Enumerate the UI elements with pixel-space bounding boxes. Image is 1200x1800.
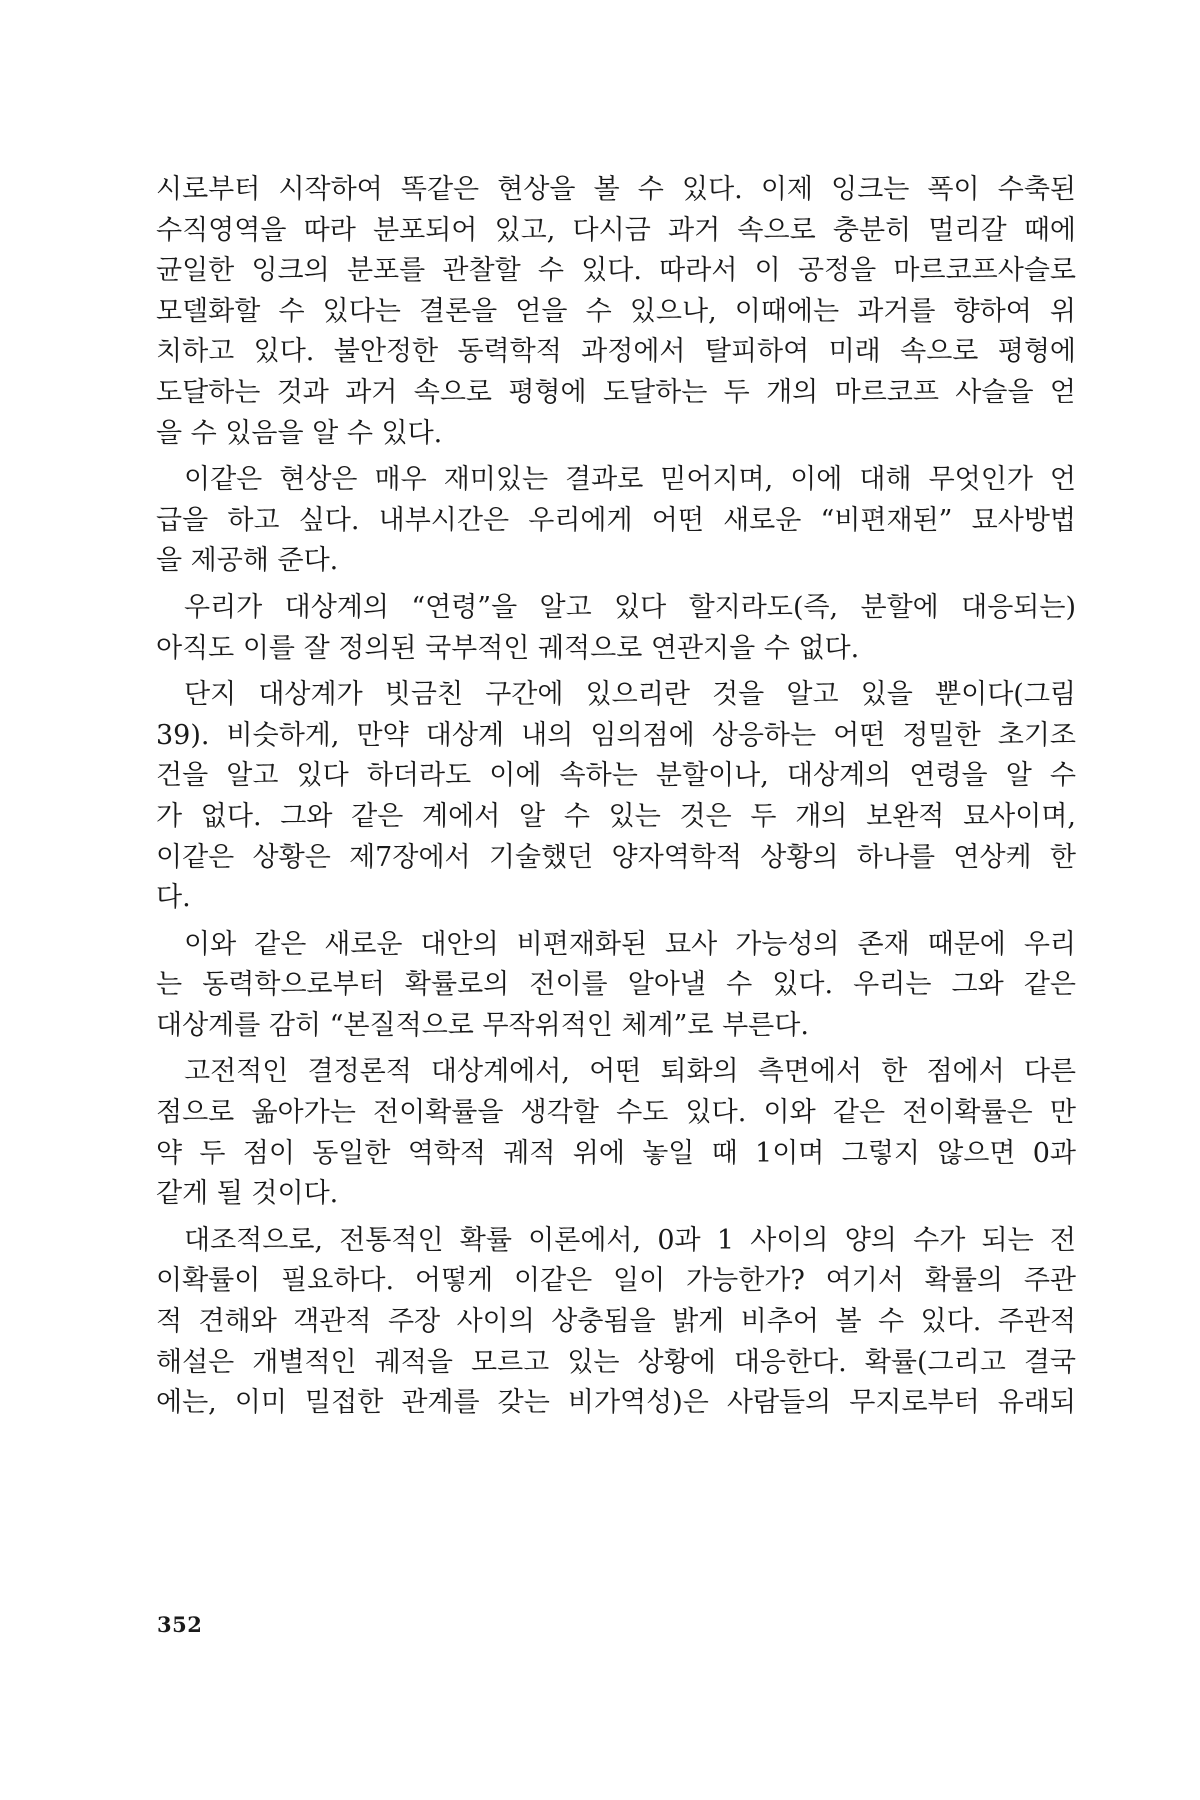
text-line: 는 동력학으로부터 확률로의 전이를 알아낼 수 있다. 우리는 그와 같은 — [156, 969, 1076, 1001]
text-line: 39). 비슷하게, 만약 대상계 내의 임의점에 상응하는 어떤 정밀한 초기조 — [156, 719, 1076, 751]
paragraph — [156, 925, 1076, 1047]
text-line: 점으로 옮아가는 전이확률을 생각할 수도 있다. 이와 같은 전이확률은 만 — [156, 1097, 1076, 1129]
text-line: 이확률이 필요하다. 어떻게 이같은 일이 가능한가? 여기서 확률의 주관 — [156, 1265, 1076, 1297]
paragraph — [156, 1221, 1076, 1424]
text-line: 도달하는 것과 과거 속으로 평형에 도달하는 두 개의 마르코프 사슬을 얻 — [156, 376, 1076, 408]
paragraph — [156, 675, 1076, 919]
paragraph — [156, 170, 1076, 454]
text-line: 시로부터 시작하여 똑같은 현상을 볼 수 있다. 이제 잉크는 폭이 수축된 — [156, 174, 1076, 205]
text-line: 급을 하고 싶다. 내부시간은 우리에게 어떤 새로운 “비편재된” 묘사방법 — [156, 504, 1076, 536]
paragraph — [156, 1052, 1076, 1214]
text-line: 단지 대상계가 빗금친 구간에 있으리란 것을 알고 있을 뿐이다(그림 — [184, 679, 1076, 711]
text-line: 가 없다. 그와 같은 계에서 알 수 있는 것은 두 개의 보완적 묘사이며, — [156, 800, 1076, 832]
text-line: 대조적으로, 전통적인 확률 이론에서, 0과 1 사이의 양의 수가 되는 전 — [184, 1224, 1076, 1256]
text-line: 이와 같은 새로운 대안의 비편재화된 묘사 가능성의 존재 때문에 우리 — [184, 928, 1076, 960]
text-line: 대상계를 감히 “본질적으로 무작위적인 체계”로 부른다. — [156, 1009, 809, 1041]
text-line: 약 두 점이 동일한 역학적 궤적 위에 놓일 때 1이며 그렇지 않으면 0과 — [156, 1137, 1076, 1169]
text-line: 건을 알고 있다 하더라도 이에 속하는 분할이나, 대상계의 연령을 알 수 — [156, 760, 1076, 792]
text-line: 이같은 현상은 매우 재미있는 결과로 믿어지며, 이에 대해 무엇인가 언 — [184, 464, 1076, 496]
text-line: 균일한 잉크의 분포를 관찰할 수 있다. 따라서 이 공정을 마르코프사슬로 — [156, 255, 1076, 287]
text-line: 이같은 상황은 제7장에서 기술했던 양자역학적 상황의 하나를 연상케 한 — [156, 841, 1076, 873]
text-line: 다. — [156, 882, 191, 914]
text-line: 치하고 있다. 불안정한 동력학적 과정에서 탈피하여 미래 속으로 평형에 — [156, 336, 1076, 368]
body-text — [156, 170, 1076, 1424]
paragraph — [156, 588, 1076, 669]
text-line: 을 수 있음을 알 수 있다. — [156, 417, 443, 449]
text-line: 아직도 이를 잘 정의된 국부적인 궤적으로 연관지을 수 없다. — [156, 632, 860, 664]
text-line: 적 견해와 객관적 주장 사이의 상충됨을 밝게 비추어 볼 수 있다. 주관적 — [156, 1306, 1076, 1338]
text-line: 우리가 대상계의 “연령”을 알고 있다 할지라도(즉, 분할에 대응되는) — [184, 591, 1076, 623]
text-line: 을 제공해 준다. — [156, 545, 339, 577]
page-number: 352 — [157, 1612, 203, 1637]
text-line: 에는, 이미 밀접한 관계를 갖는 비가역성)은 사람들의 무지로부터 유래되 — [156, 1387, 1076, 1419]
text-line: 같게 될 것이다. — [156, 1178, 339, 1210]
text-line: 수직영역을 따라 분포되어 있고, 다시금 과거 속으로 충분히 멀리갈 때에 — [156, 214, 1076, 246]
paragraph — [156, 460, 1076, 582]
text-line: 모델화할 수 있다는 결론을 얻을 수 있으나, 이때에는 과거를 향하여 위 — [156, 295, 1076, 327]
text-line: 고전적인 결정론적 대상계에서, 어떤 퇴화의 측면에서 한 점에서 다른 — [184, 1056, 1076, 1088]
text-line: 해설은 개별적인 궤적을 모르고 있는 상황에 대응한다. 확률(그리고 결국 — [156, 1346, 1076, 1378]
